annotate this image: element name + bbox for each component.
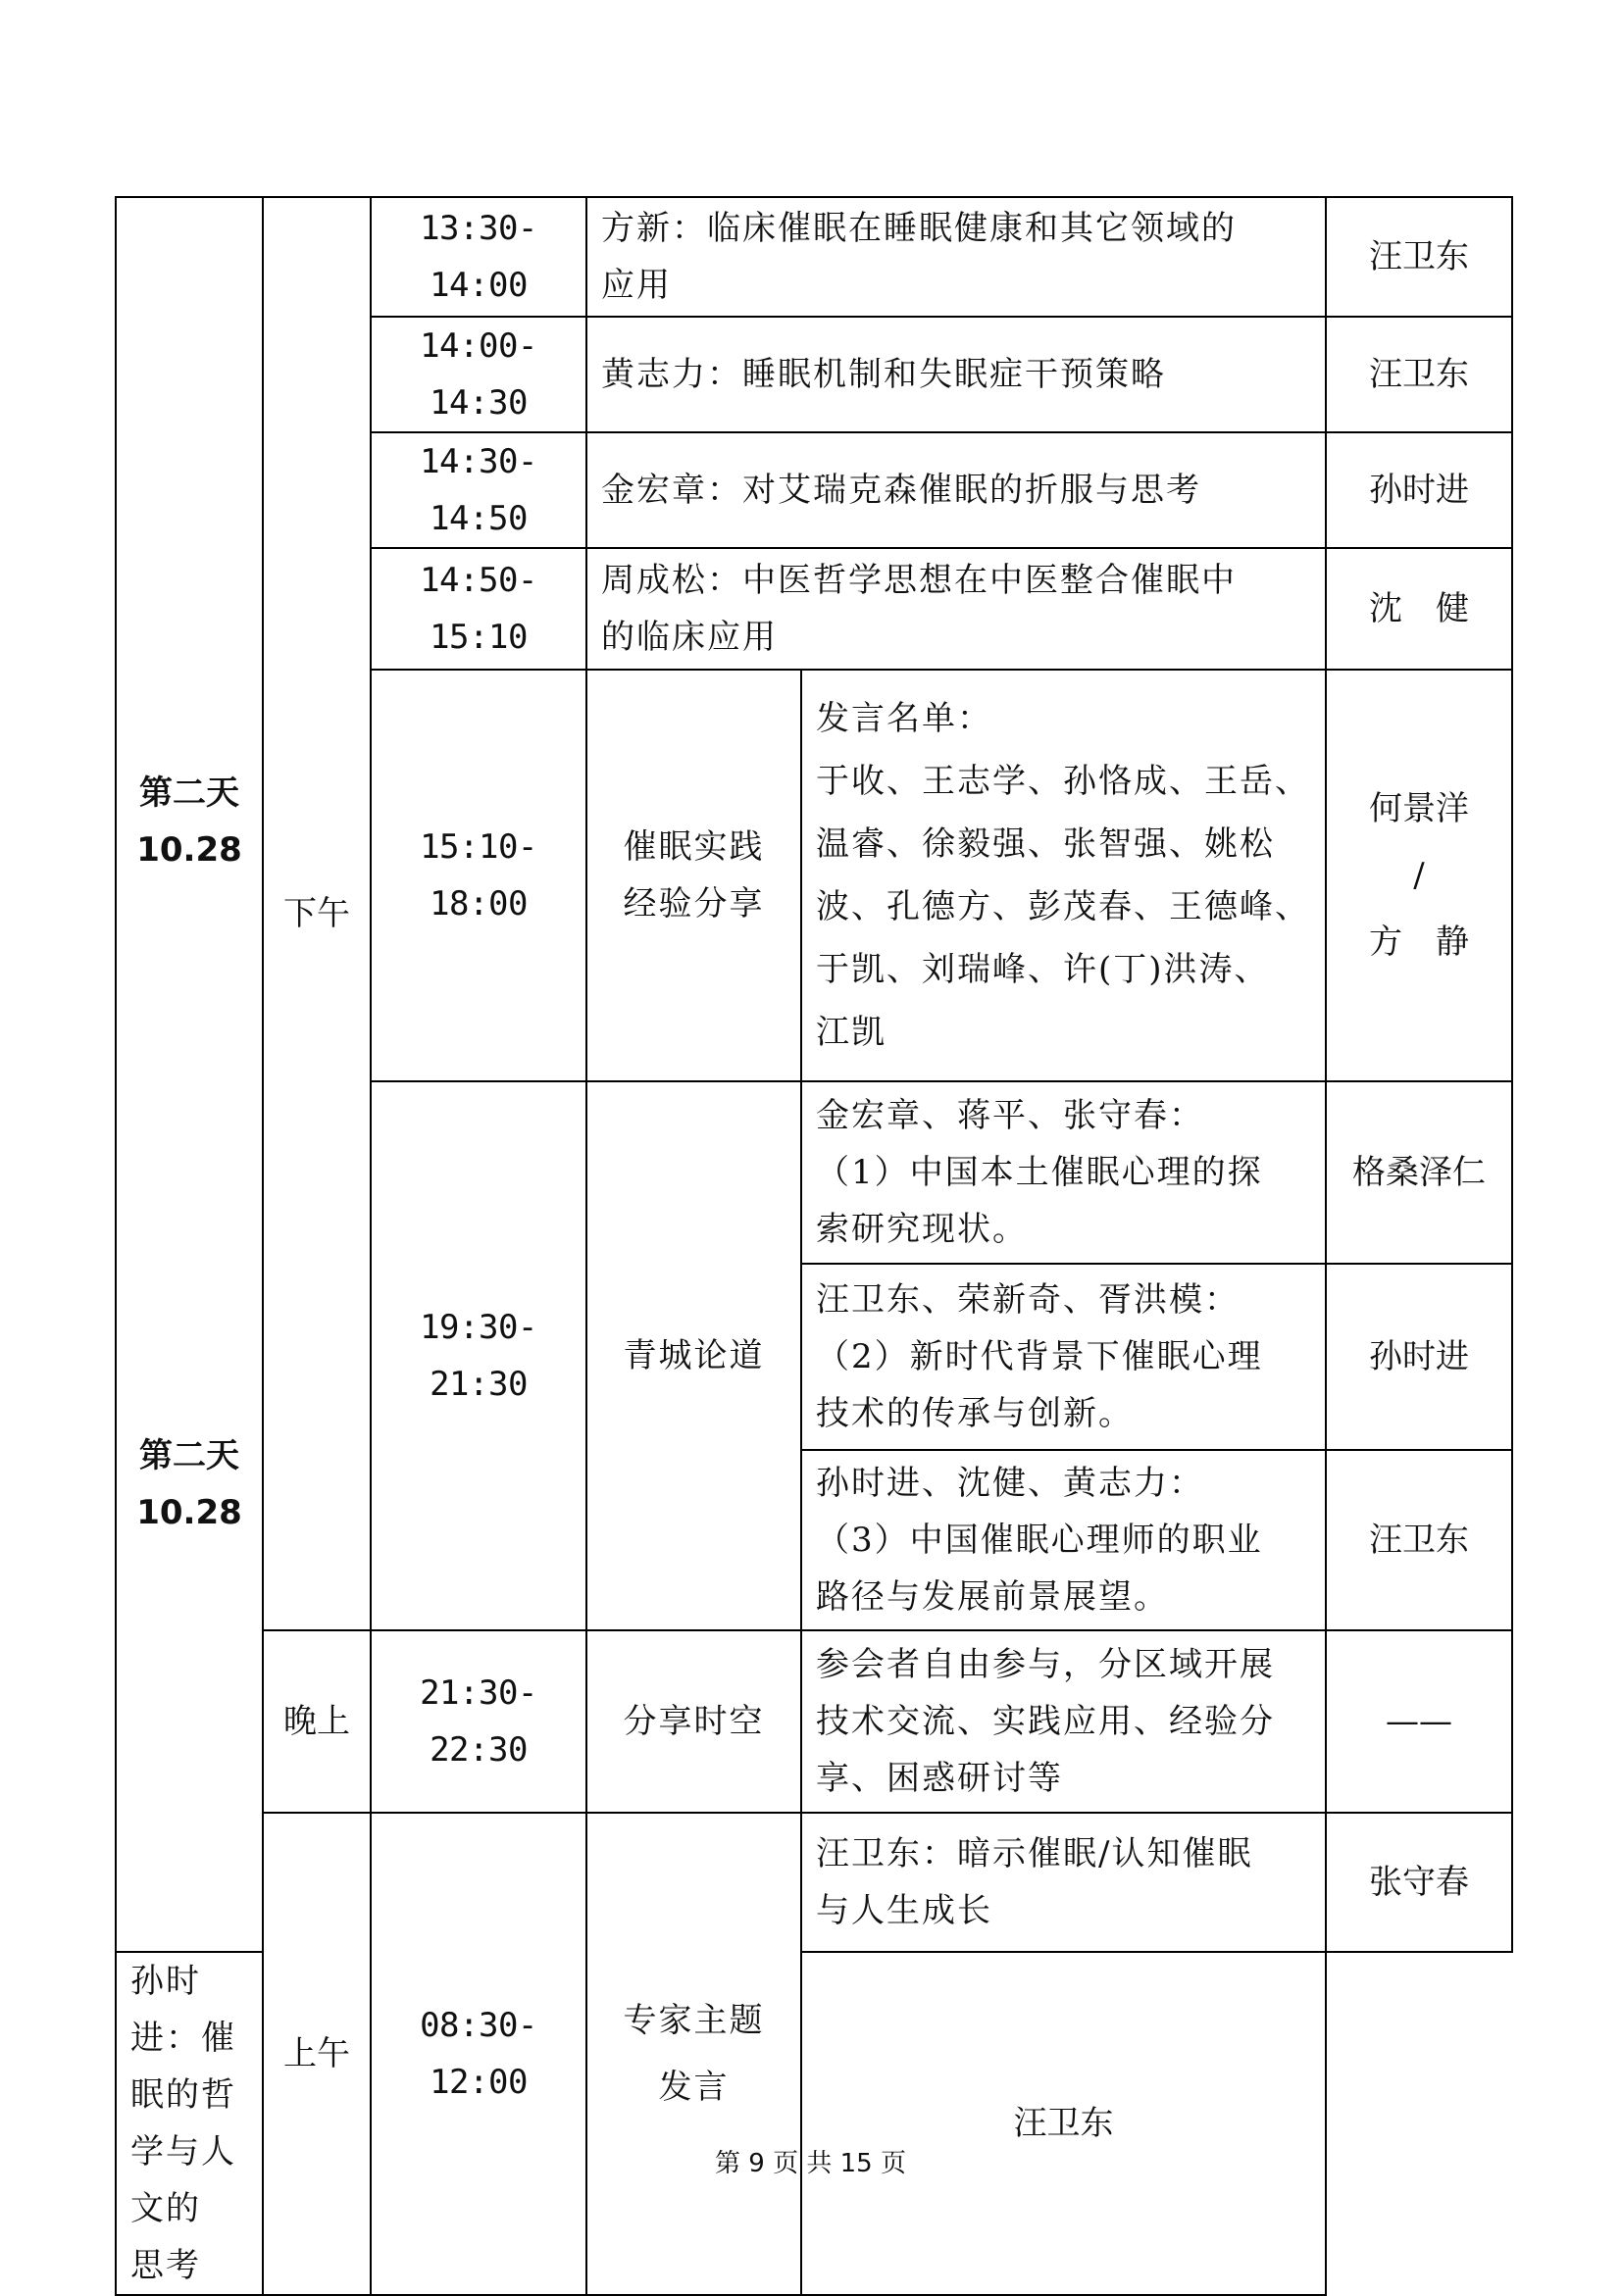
topic-line: 专家主题 [623, 2001, 765, 2040]
time-cell: 13:30-14:00 [371, 197, 586, 317]
time-cell: 21:30-22:30 [371, 1630, 586, 1813]
forum-topic-line: 索研究现状。 [816, 1210, 1028, 1249]
period-evening: 晚上 [263, 1630, 371, 1813]
talk-cell: 黄志力：睡眠机制和失眠症干预策略 [586, 317, 1326, 432]
page-footer: 第 9 页 共 15 页 [715, 2149, 906, 2178]
host-cell: 汪卫东 [1326, 317, 1512, 432]
host-line: 何景洋 [1369, 789, 1469, 828]
evening-desc-line: 享、困惑研讨等 [816, 1759, 1063, 1798]
topic-cell [586, 670, 801, 1081]
table-row [116, 1630, 1512, 1813]
time-cell: 19:30-21:30 [371, 1081, 586, 1630]
host-cell: 汪卫东 [1326, 1450, 1512, 1630]
period-afternoon-cell [263, 197, 371, 1630]
forum-item-cell [801, 1081, 1326, 1264]
forum-speakers: 汪卫东、荣新奇、胥洪模： [816, 1280, 1240, 1320]
forum-topic-line: 技术的传承与创新。 [816, 1394, 1134, 1433]
talk-cell [586, 548, 1326, 670]
host-cell: 沈 健 [1326, 548, 1512, 670]
evening-desc-line: 技术交流、实践应用、经验分 [816, 1702, 1275, 1741]
forum-speakers: 孙时进、沈健、黄志力： [816, 1464, 1204, 1503]
host-line: 方 静 [1369, 923, 1469, 962]
speaker-line: 发言名单： [816, 699, 992, 738]
talk-line: 应用 [601, 266, 672, 305]
talk-line: 的临床应用 [601, 618, 778, 657]
talk-line: 周成松：中医哲学思想在中医整合催眠中 [601, 561, 1237, 600]
topic-line: 发言 [658, 2068, 730, 2107]
topic-cell: 青城论道 [586, 1081, 801, 1630]
time-cell: 14:00-14:30 [371, 317, 586, 432]
time-cell: 14:50-15:10 [371, 548, 586, 670]
forum-item-cell [801, 1264, 1326, 1450]
forum-topic-line: （2）新时代背景下催眠心理 [816, 1337, 1263, 1376]
morning-item-line: 与人生成长 [816, 1891, 992, 1930]
evening-desc-cell [801, 1630, 1326, 1813]
forum-topic-line: 路径与发展前景展望。 [816, 1577, 1169, 1617]
talk-cell [586, 197, 1326, 317]
host-cell: 汪卫东 [801, 1952, 1326, 2295]
day-label: 第二天 [139, 774, 239, 813]
day-date: 10.28 [136, 1493, 242, 1532]
host-cell: 孙时进 [1326, 432, 1512, 548]
forum-topic-line: （3）中国催眠心理师的职业 [816, 1521, 1263, 1560]
speaker-line: 波、孔德方、彭茂春、王德峰、 [816, 887, 1310, 926]
morning-item-line: 孙时进：催眠的哲学与人文的 [130, 1962, 236, 2228]
host-cell: 张守春 [1326, 1813, 1512, 1952]
speaker-line: 温睿、徐毅强、张智强、姚松 [816, 824, 1275, 864]
host-cell: —— [1326, 1630, 1512, 1813]
topic-line: 催眠实践 [623, 827, 765, 867]
schedule-table [115, 196, 1513, 2296]
period-morning: 上午 [263, 1813, 371, 2295]
talk-cell: 金宏章：对艾瑞克森催眠的折服与思考 [586, 432, 1326, 548]
morning-item-line: 思考 [130, 2246, 201, 2285]
host-line: / [1413, 856, 1425, 895]
speaker-list-cell [801, 670, 1326, 1081]
table-row [116, 197, 1512, 317]
morning-item-line: 汪卫东：暗示催眠/认知催眠 [816, 1834, 1253, 1873]
morning-item-cell [801, 1813, 1326, 1952]
morning-item-cell [116, 1952, 263, 2295]
topic-cell: 分享时空 [586, 1630, 801, 1813]
host-cell: 汪卫东 [1326, 197, 1512, 317]
table-row [116, 1813, 1512, 1952]
topic-line: 经验分享 [623, 884, 765, 923]
host-cell [1326, 670, 1512, 1081]
host-cell: 孙时进 [1326, 1264, 1512, 1450]
period-afternoon: 下午 [283, 894, 350, 933]
speaker-line: 于收、王志学、孙恪成、王岳、 [816, 762, 1310, 801]
host-cell: 格桑泽仁 [1326, 1081, 1512, 1264]
day-date: 10.28 [136, 830, 242, 870]
speaker-line: 江凯 [816, 1013, 886, 1052]
day-label: 第二天 [139, 1436, 239, 1475]
time-cell: 15:10-18:00 [371, 670, 586, 1081]
evening-desc-line: 参会者自由参与，分区域开展 [816, 1645, 1275, 1684]
forum-item-cell [801, 1450, 1326, 1630]
topic-cell [586, 1813, 801, 2295]
forum-speakers: 金宏章、蒋平、张守春： [816, 1096, 1204, 1135]
forum-topic-line: （1）中国本土催眠心理的探 [816, 1153, 1263, 1192]
time-cell: 08:30-12:00 [371, 1813, 586, 2295]
time-cell: 14:30-14:50 [371, 432, 586, 548]
speaker-line: 于凯、刘瑞峰、许(丁)洪涛、 [816, 950, 1270, 989]
day-cell [116, 197, 263, 1952]
talk-line: 方新：临床催眠在睡眠健康和其它领域的 [601, 209, 1237, 248]
